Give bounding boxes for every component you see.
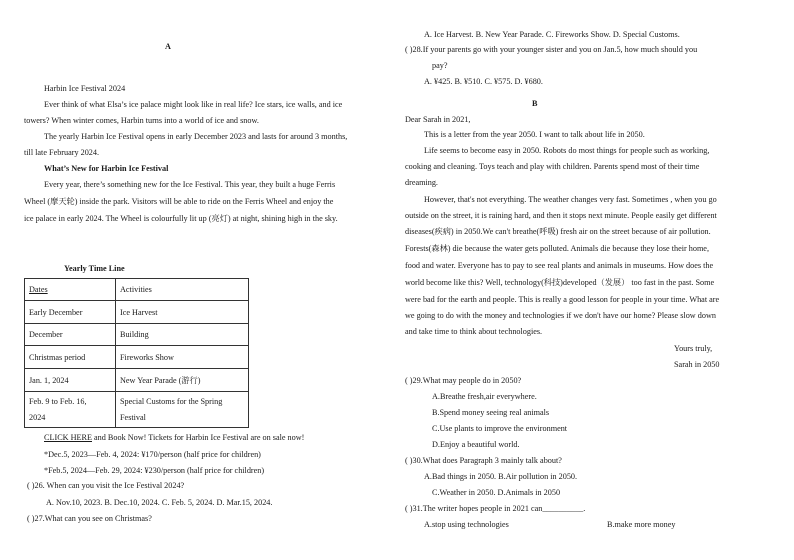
- table-cell: Early December: [25, 301, 116, 324]
- letter-line: food and water. Everyone has to pay to see real plants and animals in museums. How does the: [405, 261, 714, 270]
- cell-line: Festival: [120, 413, 146, 422]
- table-cell: Ice Harvest: [116, 301, 249, 324]
- table-cell: Christmas period: [25, 346, 116, 369]
- question-27: ( )27.What can you see on Christmas?: [27, 514, 152, 523]
- header-dates: Dates: [25, 279, 116, 301]
- question-30-options: C.Weather in 2050. D.Animals in 2050: [432, 488, 561, 497]
- table-cell: Building: [116, 324, 249, 346]
- question-29: ( )29.What may people do in 2050?: [405, 376, 522, 385]
- letter-closing: Yours truly,: [674, 344, 713, 353]
- table-cell: Fireworks Show: [116, 346, 249, 369]
- table-row: [25, 369, 249, 392]
- question-31-option: B.make more money: [607, 520, 676, 529]
- letter-line: Forests(森林) die because the water gets polluted. Animals die because they lose their home,: [405, 244, 709, 253]
- letter-line: This is a letter from the year 2050. I want to talk about life in 2050.: [424, 130, 645, 139]
- question-29-option: C.Use plants to improve the environment: [432, 424, 568, 433]
- letter-line: Life seems to become easy in 2050. Robots do most things for people such as working,: [424, 146, 710, 155]
- letter-line: cooking and cleaning. Toys teach and play with children. Parents spend most of their time: [405, 162, 700, 171]
- table-row: [25, 324, 249, 346]
- paragraph-line: Wheel (摩天轮) inside the park. Visitors will be able to ride on the Ferris Wheel and enjoy the: [24, 197, 334, 206]
- booking-line: [44, 433, 304, 443]
- question-26-options: A. Nov.10, 2023. B. Dec.10, 2024. C. Feb. 5, 2024. D. Mar.15, 2024.: [46, 498, 273, 507]
- table-cell: Jan. 1, 2024: [25, 369, 116, 392]
- click-here-link[interactable]: CLICK HERE: [44, 433, 92, 442]
- letter-line: diseases(疾病) in 2050.We can't breathe(呼吸) fresh air on the street because of air pollution.: [405, 227, 711, 236]
- letter-line: we going to do with the money and technologies if we don't have our home? Please slow down: [405, 311, 716, 320]
- cell-line: Feb. 9 to Feb. 16,: [29, 397, 87, 406]
- booking-text: and Book Now! Tickets for Harbin Ice Festival are on sale now!: [92, 433, 305, 442]
- festival-title: Harbin Ice Festival 2024: [44, 84, 126, 93]
- letter-line: However, that's not everything. The weather changes very fast. Sometimes , when you go: [424, 195, 717, 204]
- paragraph-line: Ever think of what Elsa’s ice palace might look like in real life? Ice stars, ice walls, and ice: [44, 100, 343, 109]
- header-activities: Activities: [116, 279, 249, 301]
- question-29-option: D.Enjoy a beautiful world.: [432, 440, 520, 449]
- letter-line: and take time to think about technologies.: [405, 327, 543, 336]
- question-29-option: B.Spend money seeing real animals: [432, 408, 550, 417]
- table-cell: [25, 392, 116, 428]
- question-30-options: A.Bad things in 2050. B.Air pollution in 2050.: [424, 472, 578, 481]
- question-28: ( )28.If your parents go with your younger sister and you on Jan.5, how much should you: [405, 45, 698, 54]
- table-row: [25, 346, 249, 369]
- paragraph-line: Every year, there’s something new for the Ice Festival. This year, they built a huge Ferris: [44, 180, 336, 189]
- letter-line: dreaming.: [405, 178, 438, 187]
- question-28-cont: pay?: [432, 61, 448, 70]
- question-26: ( )26. When can you visit the Ice Festival 2024?: [27, 481, 185, 490]
- question-28-options: A. ¥425. B. ¥510. C. ¥575. D. ¥680.: [424, 77, 543, 86]
- table-row: [25, 392, 249, 428]
- paragraph-line: till late February 2024.: [24, 148, 100, 157]
- table-header-row: [25, 279, 249, 301]
- letter-greeting: Dear Sarah in 2021,: [405, 115, 471, 124]
- timeline-table: [24, 278, 249, 428]
- new-heading: What’s New for Harbin Ice Festival: [44, 164, 169, 173]
- price-line: *Dec.5, 2023—Feb. 4, 2024: ¥170/person (half price for children): [44, 450, 261, 459]
- section-b-label: B: [532, 99, 538, 108]
- question-31: ( )31.The writer hopes people in 2021 can__________.: [405, 504, 586, 513]
- letter-line: world become like this? Well, technology(科技)developed（发展） too fast in the past. Some: [405, 278, 715, 287]
- table-cell: New Year Parade (游行): [116, 369, 249, 392]
- table-row: [25, 301, 249, 324]
- table-cell: [116, 392, 249, 428]
- paragraph-line: towers? When winter comes, Harbin turns into a world of ice and snow.: [24, 116, 259, 125]
- question-31-option: A.stop using technologies: [424, 520, 509, 529]
- price-line: *Feb.5, 2024—Feb. 29, 2024: ¥230/person (half price for children): [44, 466, 265, 475]
- cell-line: Special Customs for the Spring: [120, 397, 223, 406]
- letter-line: were bad for the earth and people. This is really a good lesson for people in your time. What are: [405, 295, 720, 304]
- section-a-label: A: [165, 42, 171, 51]
- letter-line: outside on the street, it is raining hard, and then it stops next minute. People easily get different: [405, 211, 717, 220]
- cell-line: 2024: [29, 413, 46, 422]
- question-27-options: A. Ice Harvest. B. New Year Parade. C. Fireworks Show. D. Special Customs.: [424, 30, 680, 39]
- question-30: ( )30.What does Paragraph 3 mainly talk about?: [405, 456, 562, 465]
- timeline-title: Yearly Time Line: [64, 264, 125, 273]
- letter-signature: Sarah in 2050: [674, 360, 720, 369]
- table-cell: December: [25, 324, 116, 346]
- paragraph-line: ice palace in early 2024. The Wheel is colourfully lit up (亮灯) at night, shining high in the sky.: [24, 214, 338, 223]
- paragraph-line: The yearly Harbin Ice Festival opens in early December 2023 and lasts for around 3 months,: [44, 132, 348, 141]
- question-29-option: A.Breathe fresh,air everywhere.: [432, 392, 537, 401]
